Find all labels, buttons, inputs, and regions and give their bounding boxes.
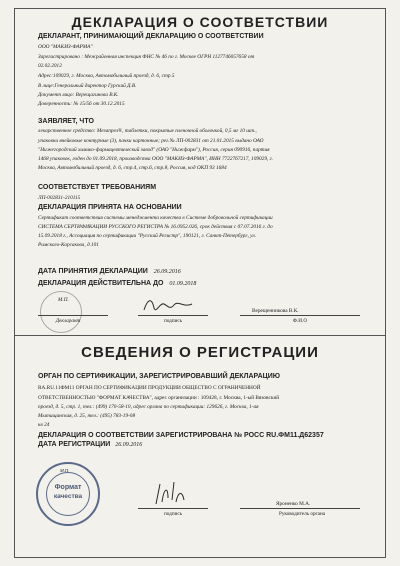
claims-heading: ЗАЯВЛЯЕТ, ЧТО bbox=[38, 118, 94, 125]
reg-signature-rule bbox=[138, 508, 208, 509]
claims-line: 1468 упаковок, годен до 01.09.2018, производства ООО "МАКИЗ-ФАРМА", ИНН 7722767217, 109029, г. bbox=[38, 156, 273, 162]
claims-line: лекарственное средство: Мезапрел®, таблетки, покрытые пленочной оболочкой, 0,5 мг 10 шт., bbox=[38, 128, 257, 134]
claims-line: упаковки ячейковые контурные (3), пачки картонные; рег.№ ЛП-002831 от 21.01.2015 выдано ОАО bbox=[38, 138, 264, 144]
signature-label: подпись bbox=[163, 318, 183, 324]
claims-line: Москва, Автомобильный проезд, д. 6, стр.4, стр.6, стр.8, Россия, код ОКП 93 1684 bbox=[38, 165, 227, 171]
head-rule bbox=[240, 508, 360, 509]
requirements-heading: СООТВЕТСТВУЕТ ТРЕБОВАНИЯМ bbox=[38, 184, 157, 191]
basis-line: 15.09.2018 г., Ассоциация по сертификации "Русский Регистр", 190121, г. Санкт-Петербург, ул. bbox=[38, 233, 256, 239]
registration-title: СВЕДЕНИЯ О РЕГИСТРАЦИИ bbox=[81, 344, 319, 361]
fio-label: Ф.И.О bbox=[292, 318, 308, 324]
valid-until-date: 01.09.2018 bbox=[169, 281, 197, 287]
signer-name: Верещенникова В.К. bbox=[252, 308, 299, 314]
claims-line: "Нижегородский химико-фармацевтический завод" (ОАО "Нижфарм"), Россия, серия 090916, партия bbox=[38, 147, 270, 153]
declarant-line-rule bbox=[38, 315, 108, 316]
declarant-line: Зарегистрировано : Межрайонная инспекция ФНС № 46 по г. Москве ОГРН 1127746057658 от bbox=[38, 54, 255, 60]
registration-date-row bbox=[38, 441, 142, 448]
declarant-signature bbox=[140, 296, 200, 316]
basis-heading: ДЕКЛАРАЦИЯ ПРИНЯТА НА ОСНОВАНИИ bbox=[38, 204, 182, 211]
registration-number: ДЕКЛАРАЦИЯ О СООТВЕТСТВИИ ЗАРЕГИСТРИРОВАНА № РОСС RU.ФМ11.Д62357 bbox=[38, 432, 324, 439]
fio-rule bbox=[240, 315, 360, 316]
declarant-line: 02.02.2012 bbox=[38, 63, 62, 69]
cert-org-line: RA.RU.11ФМ11 ОРГАН ПО СЕРТИФИКАЦИИ ПРОДУКЦИИ ОБЩЕСТВО С ОГРАНИЧЕННОЙ bbox=[38, 385, 261, 391]
valid-date-row bbox=[38, 280, 196, 287]
section-divider bbox=[14, 335, 386, 336]
declarant-line: В лице:Генеральный директор Гурский Д.В. bbox=[38, 83, 137, 89]
basis-line: Сертификат соответствия системы менеджмента качества в Системе добровольной сертификации bbox=[38, 215, 273, 221]
declarant-label: Декларант bbox=[55, 318, 81, 324]
accept-date: 26.09.2016 bbox=[153, 269, 181, 275]
basis-line: Римского-Корсакова, д.101 bbox=[38, 242, 99, 248]
declarant-heading: ДЕКЛАРАНТ, ПРИНИМАЮЩИЙ ДЕКЛАРАЦИЮ О СООТВЕТСТВИИ bbox=[38, 33, 264, 40]
registration-signature bbox=[150, 478, 190, 508]
signature-label: подпись bbox=[163, 511, 183, 517]
valid-until-label: ДЕКЛАРАЦИЯ ДЕЙСТВИТЕЛЬНА ДО bbox=[38, 280, 164, 287]
declarant-line: Доверенность: № 15/56 от 30.12.2015 bbox=[38, 101, 125, 107]
basis-line: СИСТЕМА СЕРТИФИКАЦИИ РУССКОГО РЕГИСТРА № 16.0952.026, срок действия с 07.07.2016 г. до bbox=[38, 224, 273, 230]
declarant-line: Документ лицо: Верещагинова В.К. bbox=[38, 92, 119, 98]
cert-org-line: Мытищинская, д. 25, тел.: (495) 783-19-08 bbox=[38, 413, 136, 419]
registration-date-label: ДАТА РЕГИСТРАЦИИ bbox=[38, 441, 111, 448]
declarant-line: Адрес:109029, г. Москва, Автомобильный проезд, д. 6, стр.5 bbox=[38, 73, 175, 79]
cert-org-line: проезд, д. 5, стр. 1, тел.: (499) 170-58-10, адрес органа по сертификации: 129626, г. Москва, 1-ая bbox=[38, 404, 259, 410]
declaration-title: ДЕКЛАРАЦИЯ О СООТВЕТСТВИИ bbox=[71, 14, 329, 30]
cert-org-line: ОТВЕТСТВЕННОСТЬЮ "ФОРМАТ КАЧЕСТВА", адрес организации : 109428, г. Москва, 1-ый Вязовский bbox=[38, 395, 280, 401]
stamp-text: Формат bbox=[54, 484, 82, 491]
stamp-mark: М.П. bbox=[58, 297, 69, 303]
body-head-label: Руководитель органа bbox=[278, 511, 326, 517]
body-head-name: Яроненко М.А. bbox=[276, 501, 311, 507]
requirements-line: ЛП-002831-210115 bbox=[38, 195, 81, 201]
stamp-mark: М.П. bbox=[60, 468, 70, 473]
stamp-text: качества bbox=[53, 493, 83, 500]
cert-org-heading: ОРГАН ПО СЕРТИФИКАЦИИ, ЗАРЕГИСТРИРОВАВШИЙ ДЕКЛАРАЦИЮ bbox=[38, 373, 281, 380]
cert-org-line: кв 24 bbox=[38, 422, 50, 428]
declarant-line: ООО "МАКИЗ-ФАРМА" bbox=[38, 44, 93, 50]
registration-date: 26.09.2016 bbox=[115, 442, 143, 448]
accept-date-label: ДАТА ПРИНЯТИЯ ДЕКЛАРАЦИИ bbox=[38, 268, 148, 275]
signature-rule bbox=[138, 315, 208, 316]
accept-date-row bbox=[38, 268, 181, 275]
